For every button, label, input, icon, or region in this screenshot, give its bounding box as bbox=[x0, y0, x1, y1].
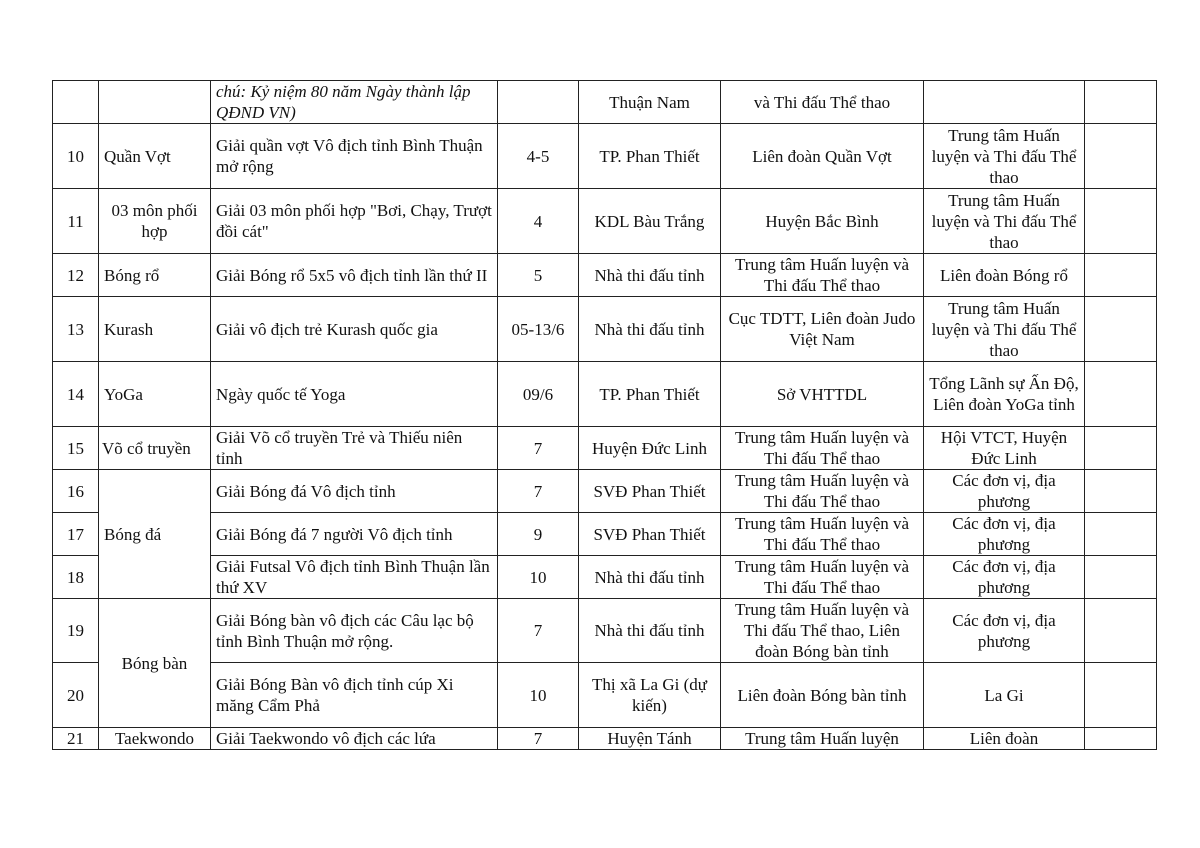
cell-mon: Quần Vợt bbox=[99, 124, 211, 189]
cell-to-chuc: Trung tâm Huấn luyện và Thi đấu Thể thao, Liên đoàn Bóng bàn tỉnh bbox=[721, 599, 924, 663]
cell-mon bbox=[99, 81, 211, 124]
table-row bbox=[53, 599, 1157, 663]
cell-to-chuc: Trung tâm Huấn luyện và Thi đấu Thể thao bbox=[721, 556, 924, 599]
cell-ten-giai: Giải Taekwondo vô địch các lứa bbox=[211, 728, 498, 750]
cell-thoi-gian: 9 bbox=[498, 513, 579, 556]
table-row bbox=[53, 362, 1157, 427]
cell-dia-diem: Thuận Nam bbox=[579, 81, 721, 124]
cell-mon: Kurash bbox=[99, 297, 211, 362]
cell-thoi-gian: 4 bbox=[498, 189, 579, 254]
cell-ten-giai: Giải 03 môn phối hợp "Bơi, Chạy, Trượt đồi cát" bbox=[211, 189, 498, 254]
cell-ten-giai: Giải Võ cổ truyền Trẻ và Thiếu niên tỉnh bbox=[211, 427, 498, 470]
cell-to-chuc: Liên đoàn Quần Vợt bbox=[721, 124, 924, 189]
cell-to-chuc: Trung tâm Huấn luyện và Thi đấu Thể thao bbox=[721, 470, 924, 513]
cell-dia-diem: SVĐ Phan Thiết bbox=[579, 470, 721, 513]
cell-mon: Bóng đá bbox=[99, 470, 211, 599]
cell-mon: 03 môn phối hợp bbox=[99, 189, 211, 254]
cell-ten-giai: Ngày quốc tế Yoga bbox=[211, 362, 498, 427]
cell-phoi-hop: Các đơn vị, địa phương bbox=[924, 513, 1085, 556]
cell-phoi-hop: Các đơn vị, địa phương bbox=[924, 470, 1085, 513]
cell-dia-diem: Nhà thi đấu tỉnh bbox=[579, 556, 721, 599]
cell-thoi-gian: 7 bbox=[498, 470, 579, 513]
cell-phoi-hop: La Gi bbox=[924, 663, 1085, 728]
cell-dia-diem: Nhà thi đấu tỉnh bbox=[579, 297, 721, 362]
cell-phoi-hop: Trung tâm Huấn luyện và Thi đấu Thể thao bbox=[924, 189, 1085, 254]
cell-stt: 18 bbox=[53, 556, 99, 599]
table-row bbox=[53, 556, 1157, 599]
cell-ghi-chu bbox=[1085, 663, 1157, 728]
cell-ten-giai: Giải Futsal Vô địch tỉnh Bình Thuận lần thứ XV bbox=[211, 556, 498, 599]
cell-dia-diem: KDL Bàu Trắng bbox=[579, 189, 721, 254]
cell-stt: 13 bbox=[53, 297, 99, 362]
events-table bbox=[52, 80, 1157, 750]
cell-to-chuc: Liên đoàn Bóng bàn tỉnh bbox=[721, 663, 924, 728]
cell-stt: 15 bbox=[53, 427, 99, 470]
cell-ghi-chu bbox=[1085, 728, 1157, 750]
cell-mon: Taekwondo bbox=[99, 728, 211, 750]
cell-mon: Võ cổ truyền bbox=[99, 427, 211, 470]
table-row bbox=[53, 470, 1157, 513]
table-row bbox=[53, 81, 1157, 124]
cell-to-chuc: Cục TDTT, Liên đoàn Judo Việt Nam bbox=[721, 297, 924, 362]
table-row bbox=[53, 728, 1157, 750]
cell-ghi-chu bbox=[1085, 297, 1157, 362]
cell-phoi-hop: Các đơn vị, địa phương bbox=[924, 556, 1085, 599]
cell-ten-giai: Giải Bóng đá 7 người Vô địch tỉnh bbox=[211, 513, 498, 556]
cell-to-chuc: Trung tâm Huấn luyện và Thi đấu Thể thao bbox=[721, 513, 924, 556]
cell-phoi-hop bbox=[924, 81, 1085, 124]
cell-stt: 17 bbox=[53, 513, 99, 556]
cell-to-chuc: và Thi đấu Thể thao bbox=[721, 81, 924, 124]
cell-stt: 20 bbox=[53, 663, 99, 728]
cell-phoi-hop: Hội VTCT, Huyện Đức Linh bbox=[924, 427, 1085, 470]
cell-thoi-gian: 09/6 bbox=[498, 362, 579, 427]
cell-thoi-gian: 7 bbox=[498, 728, 579, 750]
cell-to-chuc: Trung tâm Huấn luyện và Thi đấu Thể thao bbox=[721, 254, 924, 297]
cell-stt: 21 bbox=[53, 728, 99, 750]
cell-phoi-hop: Liên đoàn Bóng rổ bbox=[924, 254, 1085, 297]
table-row bbox=[53, 189, 1157, 254]
cell-dia-diem: Huyện Đức Linh bbox=[579, 427, 721, 470]
cell-ghi-chu bbox=[1085, 556, 1157, 599]
cell-ghi-chu bbox=[1085, 427, 1157, 470]
cell-thoi-gian: 7 bbox=[498, 599, 579, 663]
cell-phoi-hop: Trung tâm Huấn luyện và Thi đấu Thể thao bbox=[924, 297, 1085, 362]
cell-ghi-chu bbox=[1085, 254, 1157, 297]
cell-mon: Bóng rổ bbox=[99, 254, 211, 297]
cell-ten-giai: Giải Bóng đá Vô địch tỉnh bbox=[211, 470, 498, 513]
table-row bbox=[53, 124, 1157, 189]
cell-mon: Bóng bàn bbox=[99, 599, 211, 728]
table-row bbox=[53, 513, 1157, 556]
table-row bbox=[53, 663, 1157, 728]
cell-ghi-chu bbox=[1085, 599, 1157, 663]
cell-dia-diem: Huyện Tánh bbox=[579, 728, 721, 750]
cell-dia-diem: TP. Phan Thiết bbox=[579, 362, 721, 427]
cell-phoi-hop: Liên đoàn bbox=[924, 728, 1085, 750]
cell-to-chuc: Trung tâm Huấn luyện bbox=[721, 728, 924, 750]
cell-thoi-gian bbox=[498, 81, 579, 124]
cell-thoi-gian: 10 bbox=[498, 556, 579, 599]
cell-mon: YoGa bbox=[99, 362, 211, 427]
cell-stt: 12 bbox=[53, 254, 99, 297]
cell-thoi-gian: 05-13/6 bbox=[498, 297, 579, 362]
cell-stt: 16 bbox=[53, 470, 99, 513]
cell-dia-diem: Nhà thi đấu tỉnh bbox=[579, 254, 721, 297]
table-row bbox=[53, 297, 1157, 362]
cell-ten-giai: Giải vô địch trẻ Kurash quốc gia bbox=[211, 297, 498, 362]
cell-dia-diem: TP. Phan Thiết bbox=[579, 124, 721, 189]
cell-stt: 10 bbox=[53, 124, 99, 189]
cell-thoi-gian: 7 bbox=[498, 427, 579, 470]
cell-dia-diem: SVĐ Phan Thiết bbox=[579, 513, 721, 556]
cell-ghi-chu bbox=[1085, 81, 1157, 124]
cell-ten-giai: Giải quần vợt Vô địch tỉnh Bình Thuận mở rộng bbox=[211, 124, 498, 189]
cell-thoi-gian: 4-5 bbox=[498, 124, 579, 189]
cell-ten-giai: Giải Bóng rổ 5x5 vô địch tỉnh lần thứ II bbox=[211, 254, 498, 297]
cell-stt: 14 bbox=[53, 362, 99, 427]
cell-phoi-hop: Các đơn vị, địa phương bbox=[924, 599, 1085, 663]
table-row bbox=[53, 427, 1157, 470]
cell-stt: 19 bbox=[53, 599, 99, 663]
cell-ten-giai: Giải Bóng Bàn vô địch tỉnh cúp Xi măng Cẩm Phả bbox=[211, 663, 498, 728]
cell-ten-giai: chú: Kỷ niệm 80 năm Ngày thành lập QĐND VN) bbox=[211, 81, 498, 124]
cell-ghi-chu bbox=[1085, 362, 1157, 427]
cell-to-chuc: Sở VHTTDL bbox=[721, 362, 924, 427]
cell-to-chuc: Trung tâm Huấn luyện và Thi đấu Thể thao bbox=[721, 427, 924, 470]
cell-dia-diem: Nhà thi đấu tỉnh bbox=[579, 599, 721, 663]
table-row bbox=[53, 254, 1157, 297]
cell-dia-diem: Thị xã La Gi (dự kiến) bbox=[579, 663, 721, 728]
cell-thoi-gian: 5 bbox=[498, 254, 579, 297]
cell-phoi-hop: Tổng Lãnh sự Ấn Độ, Liên đoàn YoGa tỉnh bbox=[924, 362, 1085, 427]
cell-stt bbox=[53, 81, 99, 124]
cell-ghi-chu bbox=[1085, 189, 1157, 254]
cell-ten-giai: Giải Bóng bàn vô địch các Câu lạc bộ tỉnh Bình Thuận mở rộng. bbox=[211, 599, 498, 663]
cell-ghi-chu bbox=[1085, 513, 1157, 556]
cell-thoi-gian: 10 bbox=[498, 663, 579, 728]
cell-stt: 11 bbox=[53, 189, 99, 254]
cell-phoi-hop: Trung tâm Huấn luyện và Thi đấu Thể thao bbox=[924, 124, 1085, 189]
cell-to-chuc: Huyện Bắc Bình bbox=[721, 189, 924, 254]
cell-ghi-chu bbox=[1085, 470, 1157, 513]
cell-ghi-chu bbox=[1085, 124, 1157, 189]
